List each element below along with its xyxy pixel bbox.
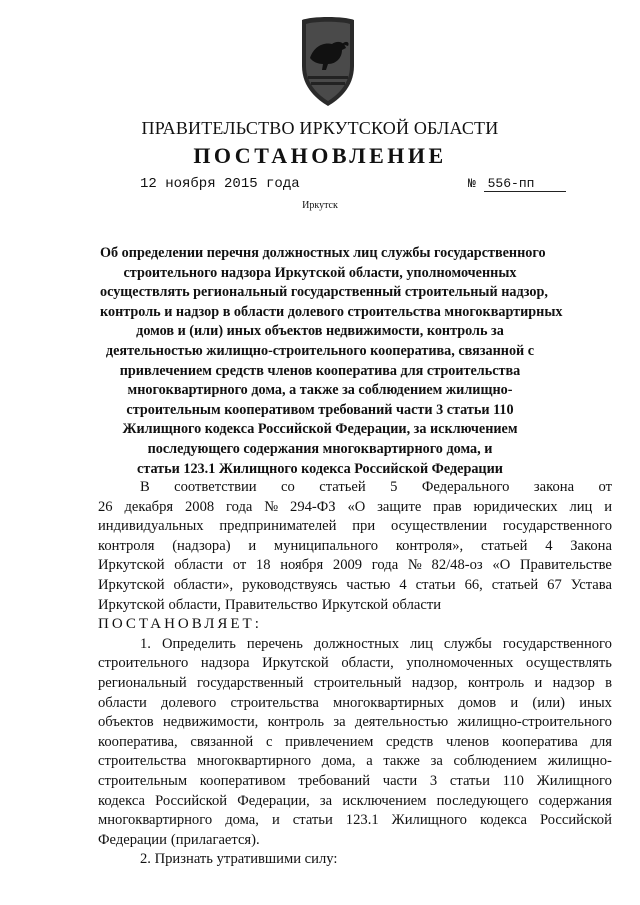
title-line: осуществлять региональный государственный строительный надзор, (100, 284, 548, 301)
title-line: контроль и надзор в области долевого строительства многоквартирных (100, 303, 563, 320)
item-1-line: строительным кооперативом требований части 3 статьи 110 Жилищного (98, 772, 612, 789)
number-value: 556-пп (484, 176, 566, 192)
title-line: домов и (или) иных объектов недвижимости, контроль за (136, 323, 504, 340)
document-body (98, 478, 612, 870)
item-1-line: области долевого строительства многоквартирных домов и (или) иных (98, 694, 612, 711)
title-line: строительным кооперативом требований части 3 статьи 110 (126, 401, 514, 418)
document-title (100, 244, 563, 479)
resolves-heading: ПОСТАНОВЛЯЕТ: (98, 616, 262, 633)
preamble-line: В соответствии со статьей 5 Федерального закона от (140, 479, 612, 495)
preamble-line: Иркутской области, Правительство Иркутской области (98, 596, 442, 613)
title-line: строительного надзора Иркутской области, уполномоченных (123, 264, 517, 281)
item-1-line: строительного надзора Иркутской области, уполномоченных осуществлять (98, 655, 612, 672)
title-line: последующего содержания многоквартирного дома, и (147, 440, 493, 457)
item-1-line: кооператива, связанной с привлечением средств членов кооператива для (98, 733, 612, 750)
document-number (468, 176, 566, 192)
item-1-line: 1. Определить перечень должностных лиц службы государственного (140, 635, 612, 652)
preamble-line: индивидуальных предпринимателей при осуществлении государственного (98, 518, 612, 535)
item-1-line: строительства многоквартирного дома, а также за соблюдением жилищно- (98, 753, 612, 770)
item-1-line: Федерации (прилагается). (98, 831, 260, 848)
preamble-line: 26 декабря 2008 года № 294-ФЗ «О защите прав юридических лиц и (98, 498, 612, 515)
preamble-line: контроля (надзора) и муниципального контроля», статьей 4 Закона (98, 537, 612, 554)
number-label: № (468, 176, 476, 191)
document-type: ПОСТАНОВЛЕНИЕ (193, 143, 447, 168)
item-1-line: региональный государственный строительный надзор, контроль и надзор в (98, 674, 612, 691)
title-line: привлечением средств членов кооператива для строительства (119, 362, 521, 379)
coat-of-arms-emblem (298, 14, 358, 108)
item-2: 2. Признать утратившими силу: (140, 851, 338, 868)
title-line: статьи 123.1 Жилищного кодекса Российской Федерации (137, 460, 503, 477)
city-name: Иркутск (302, 200, 338, 211)
title-line: Жилищного кодекса Российской Федерации, за исключением (122, 421, 518, 438)
government-name: ПРАВИТЕЛЬСТВО ИРКУТСКОЙ ОБЛАСТИ (141, 118, 499, 138)
item-1-line: объектов недвижимости, контроль за деятельностью жилищно-строительного (98, 714, 612, 731)
preamble-line: Иркутской области», руководствуясь частью 4 статьи 66, статьей 67 Устава (98, 576, 612, 593)
title-line: деятельностью жилищно-строительного кооператива, связанной с (105, 342, 535, 359)
preamble (98, 478, 612, 615)
title-line: Об определении перечня должностных лиц службы государственного (100, 245, 546, 261)
document-date: 12 ноября 2015 года (140, 176, 300, 192)
item-1-line: многоквартирного дома, и статьи 123.1 Жилищного кодекса Российской (98, 812, 612, 829)
item-1-line: кодекса Российской Федерации, за исключением последующего содержания (98, 792, 612, 809)
title-line: многоквартирного дома, а также за соблюдением жилищно- (127, 382, 513, 399)
preamble-line: Иркутской области от 18 ноября 2009 года № 82/48-оз «О Правительстве (98, 557, 612, 574)
item-1 (98, 635, 612, 851)
